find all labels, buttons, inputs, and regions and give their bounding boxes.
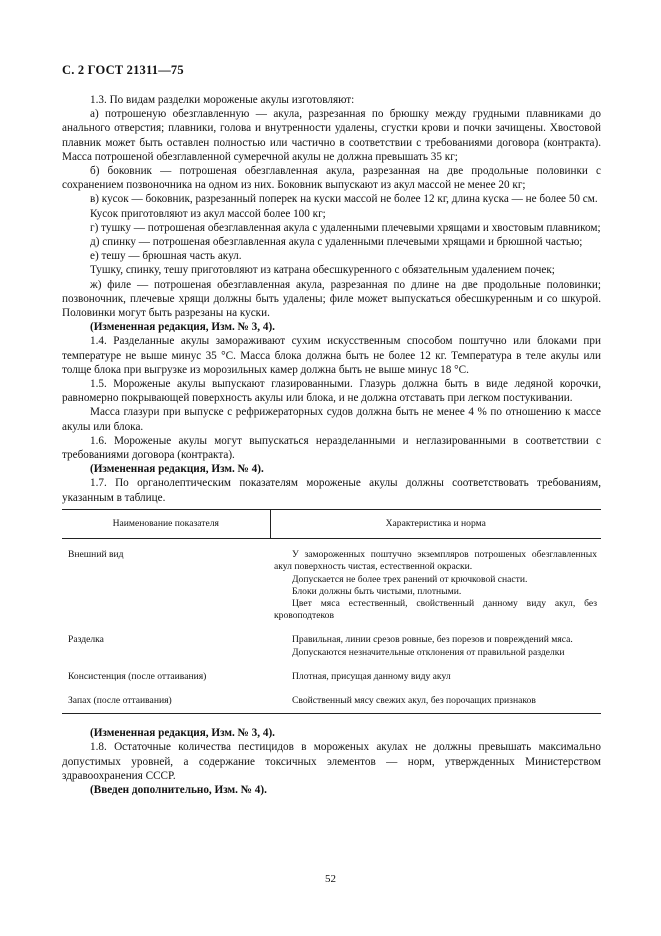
- indicator-norm: [270, 693, 601, 714]
- indicator-name: Запах (после оттаивания): [62, 693, 270, 714]
- page-number: 52: [325, 873, 336, 885]
- norm-line: Цвет мяса естественный, свойственный данному виду акул, без кровоподтеков: [274, 597, 597, 622]
- paragraph: 1.8. Остаточные количества пестицидов в мороженых акулах не должны превышать максимально допустимых уровней, а содержание токсичных элементов — норм, утвержденных Министерством здравоохранения СССР.: [62, 741, 601, 782]
- paragraph: 1.6. Мороженые акулы могут выпускаться неразделанными и неглазированными в соответствии с требованиями договора (контракта).: [62, 434, 601, 462]
- paragraph: в) кусок — боковник, разрезанный поперек на куски массой не более 12 кг, длина куска — не более 50 см.: [90, 193, 598, 206]
- organoleptic-table: [62, 509, 601, 714]
- paragraph: ж) филе — потрошеная обезглавленная акула, разрезанная по длине на две продольные половинки; позвоночник, плечевые хрящи должны быть удалены; филе может выпускаться обесшкуренным и со шкурой. Половинки могут быть разрезаны на куски.: [62, 278, 601, 320]
- paragraph: Масса глазури при выпуске с рефрижераторных судов должна быть не менее 4 % по отношению к массе акулы или блока.: [62, 406, 601, 433]
- paragraph: д) спинку — потрошеная обезглавленная акула с удаленными плечевыми хрящами и брюшной частью;: [90, 236, 583, 249]
- table-header-indicator: Наименование показателя: [62, 509, 270, 538]
- table-header-norm: Характеристика и норма: [270, 509, 601, 538]
- indicator-name: Внешний вид: [68, 549, 124, 561]
- paragraph: 1.7. По органолептическим показателям мороженые акулы должны соответствовать требованиям, указанным в таблице.: [62, 477, 601, 504]
- paragraph: е) тешу — брюшная часть акул.: [90, 250, 242, 263]
- table-row: [62, 693, 601, 714]
- page-header: С. 2 ГОСТ 21311—75: [62, 63, 184, 77]
- paragraph: а) потрошеную обезглавленную — акула, разрезанная по брюшку между грудными плавниками до анального отверстия; плавники, голова и внутренности удалены, сгустки крови и почки зачищены. Хвостовой плавник может быть оставлен полностью или частично в соответствии с требованиями договора (контракта). Масса потрошеной обезглавленной сумеречной акулы не должна превышать 35 кг;: [62, 108, 601, 163]
- table-row: [62, 669, 601, 685]
- norm-line: Допускаются незначительные отклонения от правильной разделки: [292, 646, 565, 658]
- norm-line: Допускается не более трех ранений от крючковой снасти.: [292, 573, 528, 585]
- paragraph: Тушку, спинку, тешу приготовляют из катрана обесшкуренного с обязательным удалением почек;: [90, 264, 555, 277]
- paragraph: 1.3. По видам разделки мороженые акулы изготовляют:: [90, 94, 355, 106]
- amendment-note: (Введен дополнительно, Изм. № 4).: [90, 783, 267, 796]
- document-body: [62, 93, 601, 797]
- norm-line: Правильная, линии срезов ровные, без порезов и повреждений мяса.: [292, 634, 573, 646]
- paragraph: 1.4. Разделанные акулы замораживают сухим искусственным способом поштучно или блоками при температуре не выше минус 35 °С. Масса блока должна быть не более 12 кг. Температура в теле акулы или толще блока при выгрузке из морозильных камер должна быть не выше минус 18 °С.: [62, 335, 601, 376]
- norm-line: У замороженных поштучно экземпляров потрошеных обезглавленных акул поверхность чистая, естественной окраски.: [274, 549, 597, 573]
- paragraph: б) боковник — потрошеная обезглавленная акула, разрезанная на две продольные половинки с сохранением позвоночника на одном из них. Боковник выпускают из акул массой не менее 20 кг;: [62, 165, 601, 192]
- indicator-name: Консистенция (после оттаивания): [68, 670, 207, 682]
- norm-line: Плотная, присущая данному виду акул: [292, 670, 451, 682]
- norm-line: Блоки должны быть чистыми, плотными.: [292, 585, 462, 597]
- indicator-norm: [270, 669, 601, 685]
- indicator-norm: [270, 632, 601, 660]
- paragraph: 1.5. Мороженые акулы выпускают глазированными. Глазурь должна быть в виде ледяной корочки, равномерно покрывающей поверхность акулы или блока, и не должна отставать при легком постукивании.: [62, 378, 601, 405]
- norm-line: Свойственный мясу свежих акул, без порочащих признаков: [292, 694, 536, 706]
- paragraph: г) тушку — потрошеная обезглавленная акула с удаленными плечевыми хрящами и хвостовым плавником;: [90, 221, 601, 234]
- amendment-note: (Измененная редакция, Изм. № 4).: [90, 463, 264, 476]
- paragraphs-before-table: [62, 93, 601, 505]
- table-row: [62, 632, 601, 660]
- indicator-norm: [270, 547, 601, 624]
- paragraph: Кусок приготовляют из акул массой более 100 кг;: [90, 207, 326, 220]
- amendment-note: (Измененная редакция, Изм. № 3, 4).: [90, 321, 275, 334]
- table-header-row: [62, 509, 601, 538]
- table-body: [62, 539, 601, 714]
- amendment-note: (Измененная редакция, Изм. № 3, 4).: [90, 727, 275, 740]
- paragraphs-after-table: [62, 726, 601, 797]
- table-row: [62, 547, 601, 624]
- indicator-name: Разделка: [68, 634, 104, 646]
